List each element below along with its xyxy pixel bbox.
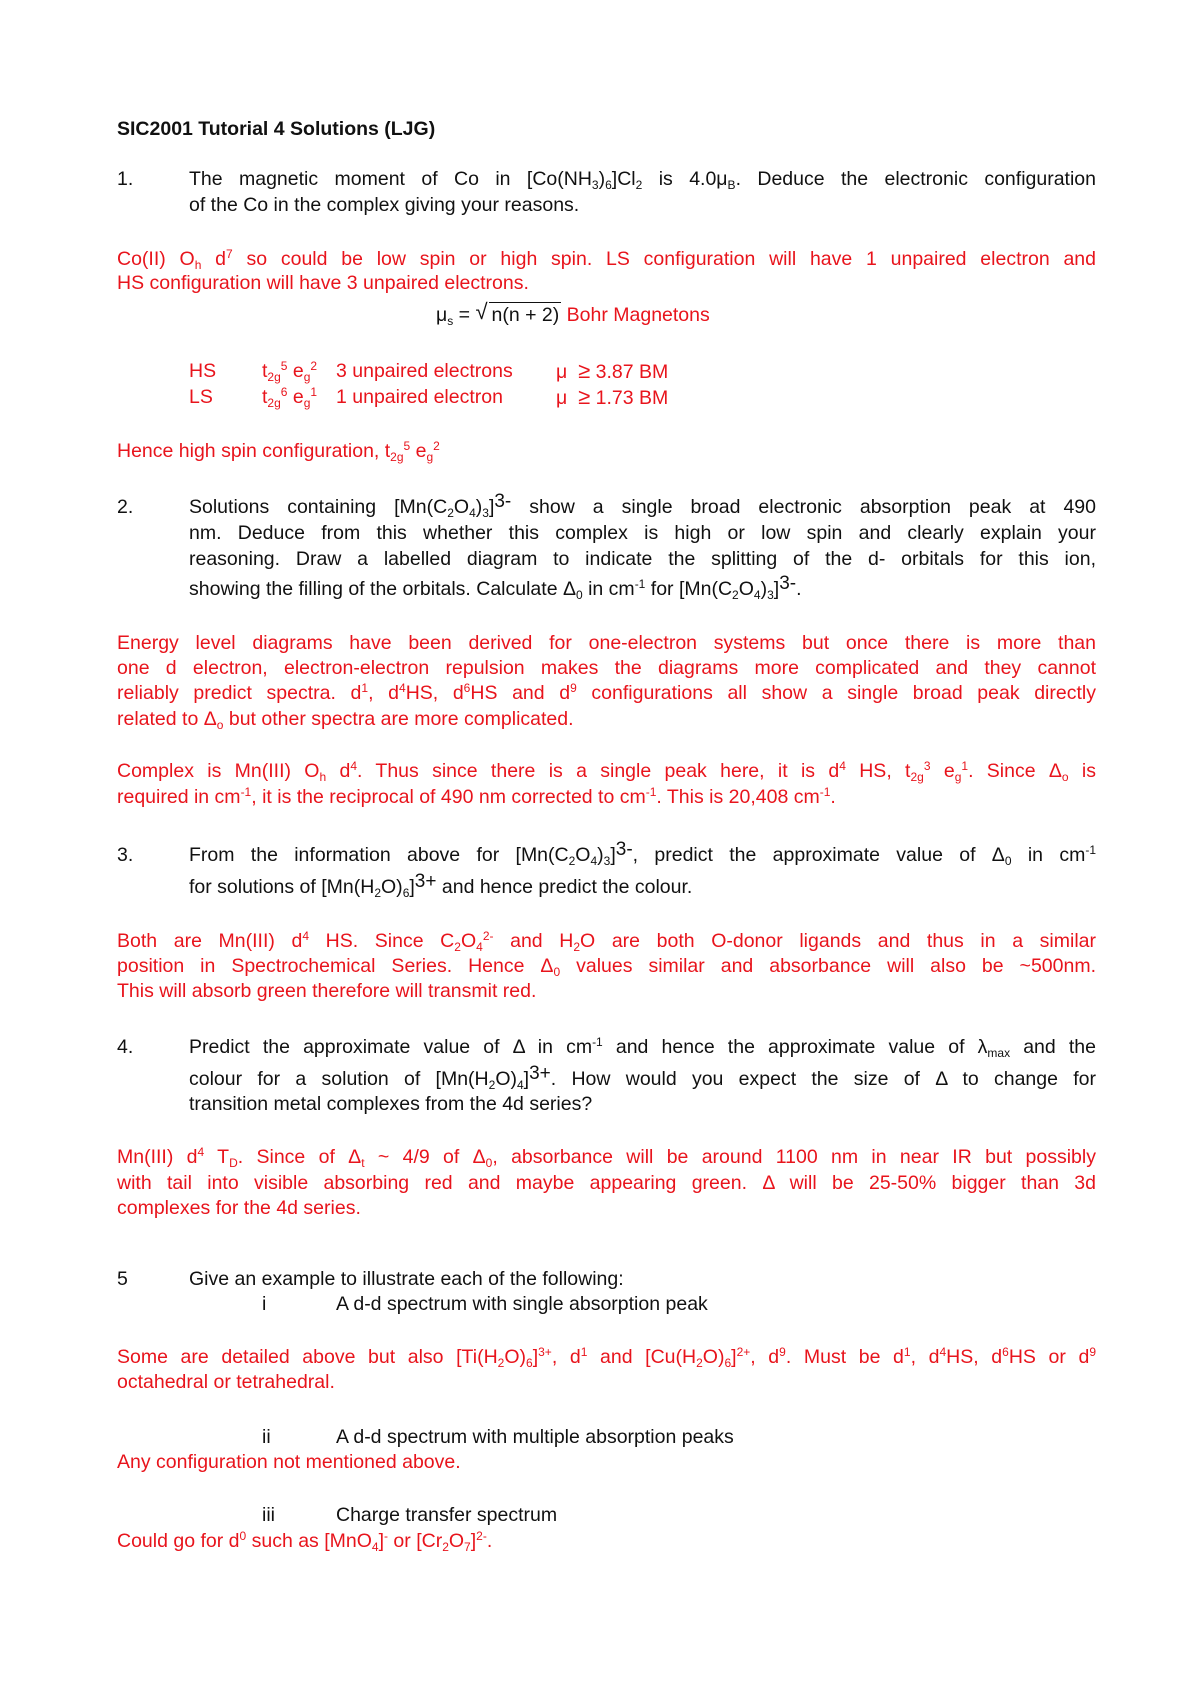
ls-description: 1 unpaired electron (336, 386, 503, 408)
q1-text-line2: of the Co in the complex giving your reasons. (189, 194, 580, 216)
ls-configuration: $t_{2g}^6$ $e_g^1$ (262, 385, 318, 410)
q3-text-line2: for solutions of $[Mn(H_2O)_6]3+$ and hence predict the colour. (189, 871, 693, 900)
page-title: SIC2001 Tutorial 4 Solutions (LJG) (117, 118, 436, 140)
q5-i-text: A d-d spectrum with single absorption peak (336, 1293, 708, 1315)
a4-text-line3: complexes for the 4d series. (117, 1197, 361, 1219)
a2-p1-line3: reliably predict spectra. $d^1$, $d^4HS$, $d^6HS$ and $d^9$ configurations all show a single broad peak directly (117, 681, 1096, 704)
a5i-text-line2: octahedral or tetrahedral. (117, 1371, 335, 1393)
q3-text-line1: From the information above for $[Mn(C_2O_4)_3]3-$, predict the approximate value of $\Delta_0$ in $cm^{-1}$ (189, 839, 1096, 868)
q2-text-line1: Solutions containing $[Mn(C_2O_4)_3]3-$ show a single broad electronic absorption peak at 490 (189, 491, 1096, 520)
a2-p1-line1: Energy level diagrams have been derived for one-electron systems but once there is more than (117, 632, 1096, 654)
q4-text-line1: Predict the approximate value of Δ in $cm^{-1}$ and hence the approximate value of $\lambda_{max}$ and the (189, 1035, 1096, 1060)
q3-number: 3. (117, 844, 134, 866)
q5-intro: Give an example to illustrate each of the following: (189, 1268, 624, 1290)
a3-text-line3: This will absorb green therefore will transmit red. (117, 980, 537, 1002)
a3-text-line2: position in Spectrochemical Series. Hence $\Delta_0$ values similar and absorbance will also be ~500nm. (117, 955, 1096, 979)
hs-configuration: $t_{2g}^5$ $e_g^2$ (262, 359, 318, 384)
ls-moment: μ ≥ 1.73 BM (556, 384, 669, 409)
a2-p1-line4: related to $\Delta_o$ but other spectra are more complicated. (117, 708, 574, 732)
a4-text-line2: with tail into visible absorbing red and maybe appearing green. Δ will be 25-50% bigger than 3d (117, 1172, 1096, 1194)
a5i-text-line1: Some are detailed above but also $[Ti(H_2O)_6]^{3+}$, $d^1$ and $[Cu(H_2O)_6]^{2+}$, $d^9$. Must be $d^1$, $d^4HS$, $d^6HS$ or $d^9$ (117, 1345, 1097, 1370)
q1-text-line1: The magnetic moment of Co in $[Co(NH_3)_6]Cl_2$ is $4.0\mu_B$. Deduce the electronic configuration (189, 168, 1096, 192)
a1-text-line1: Co(II) $O_h$ $d^7$ so could be low spin or high spin. LS configuration will have 1 unpaired electron and (117, 247, 1096, 272)
q5-iii-text: Charge transfer spectrum (336, 1504, 558, 1526)
q2-number: 2. (117, 496, 134, 518)
q5-i-label: i (262, 1293, 267, 1315)
q2-text-line4: showing the filling of the orbitals. Calculate $\Delta_0$ in $cm^{-1}$ for $[Mn(C_2O_4)_3]3-$. (189, 573, 802, 602)
q5-iii-label: iii (262, 1504, 275, 1526)
q5-number: 5 (117, 1268, 128, 1290)
q5-ii-label: ii (262, 1426, 271, 1448)
q4-number: 4. (117, 1036, 134, 1058)
ls-label: LS (189, 386, 213, 408)
square-root-sign: √ n(n + 2) (475, 299, 560, 326)
hs-moment: μ ≥ 3.87 BM (556, 358, 669, 383)
q5-ii-text: A d-d spectrum with multiple absorption peaks (336, 1426, 734, 1448)
a2-p1-line2: one d electron, electron-electron repulsion makes the diagrams more complicated and they cannot (117, 657, 1096, 679)
a2-p2-line2: required in $cm^{-1}$, it is the reciprocal of 490 nm corrected to $cm^{-1}$. This is 20,408 $cm^{-1}$. (117, 785, 836, 808)
magnetic-moment-formula: $\mu_s$ = √ n(n + 2) Bohr Magnetons (436, 299, 710, 328)
a1-conclusion: Hence high spin configuration, $t_{2g}^5$ $e_g^2$ (117, 439, 440, 464)
a1-text-line2: HS configuration will have 3 unpaired electrons. (117, 272, 529, 294)
q2-text-line3: reasoning. Draw a labelled diagram to indicate the splitting of the d- orbitals for this ion, (189, 548, 1096, 570)
a3-text-line1: Both are Mn(III) $d^4$ HS. Since $C_2O_4^{2-}$ and $H_2O$ are both O-donor ligands and thus in a similar (117, 929, 1096, 954)
q4-text-line3: transition metal complexes from the 4d series? (189, 1093, 593, 1115)
a5iii-text: Could go for $d^0$ such as [MnO$_4$]- or $[Cr_2O_7]^{2-}$. (117, 1529, 493, 1554)
a2-p2-line1: Complex is Mn(III) $O_h$ $d^4$. Thus since there is a single peak here, it is $d^4$ HS, $t_{2g}^3$ $e_g^1$. Since $\Delta_o$ is (117, 759, 1097, 784)
q4-text-line2: colour for a solution of $[Mn(H_2O)_4]3+$. How would you expect the size of Δ to change for (189, 1063, 1096, 1092)
q2-text-line2: nm. Deduce from this whether this complex is high or low spin and clearly explain your (189, 522, 1096, 544)
hs-label: HS (189, 360, 217, 382)
q1-number: 1. (117, 168, 134, 190)
a5ii-text: Any configuration not mentioned above. (117, 1451, 461, 1473)
a4-text-line1: Mn(III) $d^4$ $T_D$. Since of $\Delta_t$ ~ 4/9 of $\Delta_0$, absorbance will be around 1100 nm in near IR but possibly (117, 1145, 1096, 1170)
hs-description: 3 unpaired electrons (336, 360, 513, 382)
